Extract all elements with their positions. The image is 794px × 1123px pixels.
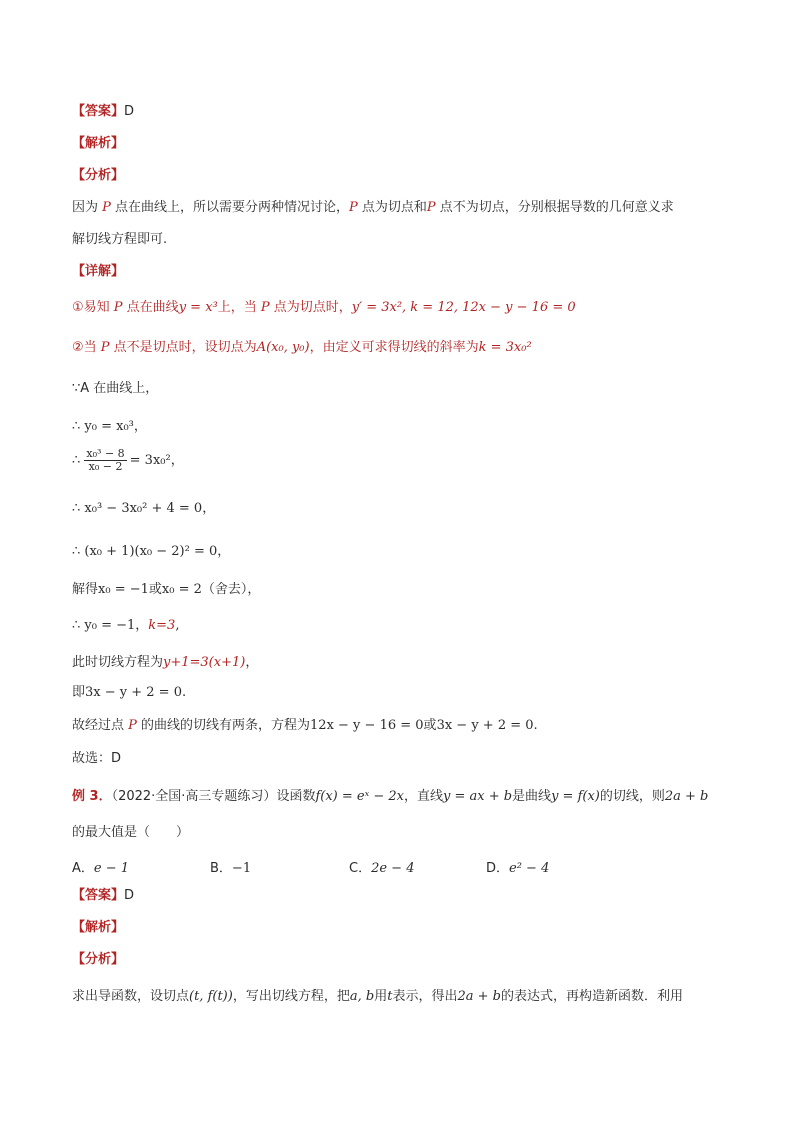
choice-a	[72, 857, 129, 876]
answer-line-2	[72, 887, 134, 905]
text: 点为切点时，	[269, 300, 352, 315]
fenxi-text-2	[72, 988, 683, 1006]
math: x₀ = 2	[161, 582, 202, 597]
math: 2a + b	[664, 789, 709, 804]
choice-b	[210, 857, 251, 876]
choice-value: 2e − 4	[371, 861, 415, 876]
answer-tag: 【答案】	[72, 104, 125, 119]
analysis-heading-2	[72, 919, 124, 937]
text: 设函数	[276, 789, 316, 804]
math: y′ = 3x², k = 12, 12x − y − 16 = 0	[351, 300, 576, 315]
fenxi-text-line-2	[72, 231, 167, 249]
text: ，由定义可求得切线的斜率为	[309, 340, 479, 355]
math: y = f(x)	[551, 789, 600, 804]
step-fraction	[72, 448, 184, 473]
text: 求出导函数，设切点	[72, 989, 190, 1004]
text: 故经过点	[72, 718, 129, 733]
example-3-stem-2	[72, 824, 189, 842]
step-y0-k	[72, 617, 179, 635]
point-p: P	[260, 300, 270, 315]
math: ∴ (x₀ + 1)(x₀ − 2)² = 0，	[72, 544, 231, 559]
text: 用	[374, 989, 388, 1004]
step-since	[72, 380, 158, 398]
point-p: P	[100, 340, 110, 355]
analysis-heading	[72, 135, 124, 153]
answer-value: D	[124, 888, 135, 903]
math: a, b	[349, 989, 375, 1004]
step-choose	[72, 750, 121, 768]
math: ∴ x₀³ − 3x₀² + 4 = 0，	[72, 501, 216, 516]
text: 表示，得出	[392, 989, 458, 1004]
text: ，	[245, 655, 259, 670]
fenxi-tag: 【分析】	[72, 952, 125, 967]
numerator: x₀³ − 8	[86, 447, 125, 460]
point-p: P	[349, 200, 358, 215]
math: 12x − y − 16 = 0	[310, 718, 424, 733]
math: (t, f(t))	[189, 989, 233, 1004]
answer-value: D	[124, 104, 135, 119]
point-p: P	[426, 200, 436, 215]
answer-line	[72, 103, 134, 121]
text: 解得	[72, 582, 99, 597]
step-conclusion	[72, 717, 538, 735]
detail-heading	[72, 263, 124, 281]
text: ①易知	[72, 300, 114, 315]
point-p: P	[102, 200, 111, 215]
choice-letter: A．	[72, 861, 94, 876]
text: ∵A 在曲线上，	[72, 381, 159, 396]
fenxi-text-line-1	[72, 199, 674, 217]
fraction	[84, 448, 126, 473]
text: 故选：D	[72, 751, 122, 766]
text: 或	[148, 582, 162, 597]
text: 的最大值是（ ）	[72, 825, 190, 840]
text: 点不为切点，分别根据导数的几何意义求	[435, 200, 674, 215]
choice-letter: C．	[349, 861, 372, 876]
text: （舍去），	[201, 582, 261, 597]
math: f(x) = eˣ − 2x	[315, 789, 404, 804]
math: 2a + b	[457, 989, 501, 1004]
math: y+1=3(x+1)	[163, 655, 246, 670]
step-factored	[72, 543, 230, 561]
text: 点为切点和	[357, 200, 427, 215]
choice-value: −1	[231, 861, 252, 876]
choice-c	[349, 857, 414, 876]
text: 的切线，则	[599, 789, 665, 804]
choice-value: e² − 4	[509, 861, 550, 876]
step-simplified	[72, 684, 186, 702]
denominator: x₀ − 2	[88, 460, 123, 473]
math: y = x³	[178, 300, 218, 315]
step-solve	[72, 581, 260, 599]
analysis-tag: 【解析】	[72, 136, 125, 151]
text: 此时切线方程为	[72, 655, 164, 670]
step-cubic	[72, 500, 215, 518]
math: A(x₀, y₀)	[256, 340, 310, 355]
text: ，写出切线方程，把	[232, 989, 350, 1004]
point-p: P	[113, 300, 123, 315]
detail-step-2	[72, 339, 532, 357]
text: ,	[175, 618, 180, 633]
choice-letter: B．	[210, 861, 232, 876]
analysis-tag: 【解析】	[72, 920, 125, 935]
example-3-stem	[72, 788, 708, 806]
text: 因为	[72, 200, 103, 215]
detail-tag: 【详解】	[72, 264, 125, 279]
choice-d	[486, 857, 549, 876]
math: ∴	[72, 453, 81, 468]
text: 的表达式，再构造新函数．利用	[500, 989, 683, 1004]
choice-letter: D．	[486, 861, 510, 876]
text: 即	[72, 685, 86, 700]
text: 点在曲线上，所以需要分两种情况讨论，	[110, 200, 350, 215]
math: k=3	[148, 618, 176, 633]
detail-step-1	[72, 299, 576, 317]
math: ∴ y₀ = −1，	[72, 618, 149, 633]
fenxi-heading	[72, 167, 124, 185]
math: 3x − y + 2 = 0.	[85, 685, 187, 700]
text: ，直线	[403, 789, 443, 804]
fenxi-heading-2	[72, 951, 124, 969]
example-source: （2022·全国·高三专题练习）	[111, 789, 277, 804]
step-y0	[72, 418, 147, 436]
math: k = 3x₀²	[478, 340, 532, 355]
point-p: P	[128, 718, 137, 733]
math: x₀ = −1	[98, 582, 149, 597]
choice-value: e − 1	[93, 861, 130, 876]
math: y = ax + b	[442, 789, 513, 804]
text: 是曲线	[512, 789, 552, 804]
text: 上，当	[217, 300, 261, 315]
text: 点在曲线	[122, 300, 179, 315]
math: t	[387, 989, 393, 1004]
math: ∴ y₀ = x₀³，	[72, 419, 147, 434]
answer-tag: 【答案】	[72, 888, 125, 903]
text: 或	[423, 718, 437, 733]
math: = 3x₀²，	[129, 453, 184, 468]
example-label: 例 3．	[72, 789, 112, 804]
text: 解切线方程即可.	[72, 232, 168, 247]
fenxi-tag: 【分析】	[72, 168, 125, 183]
step-tangent	[72, 654, 258, 672]
text: ②当	[72, 340, 101, 355]
text: 点不是切点时，设切点为	[109, 340, 257, 355]
text: 的曲线的切线有两条，方程为	[136, 718, 311, 733]
math: 3x − y + 2 = 0.	[436, 718, 538, 733]
